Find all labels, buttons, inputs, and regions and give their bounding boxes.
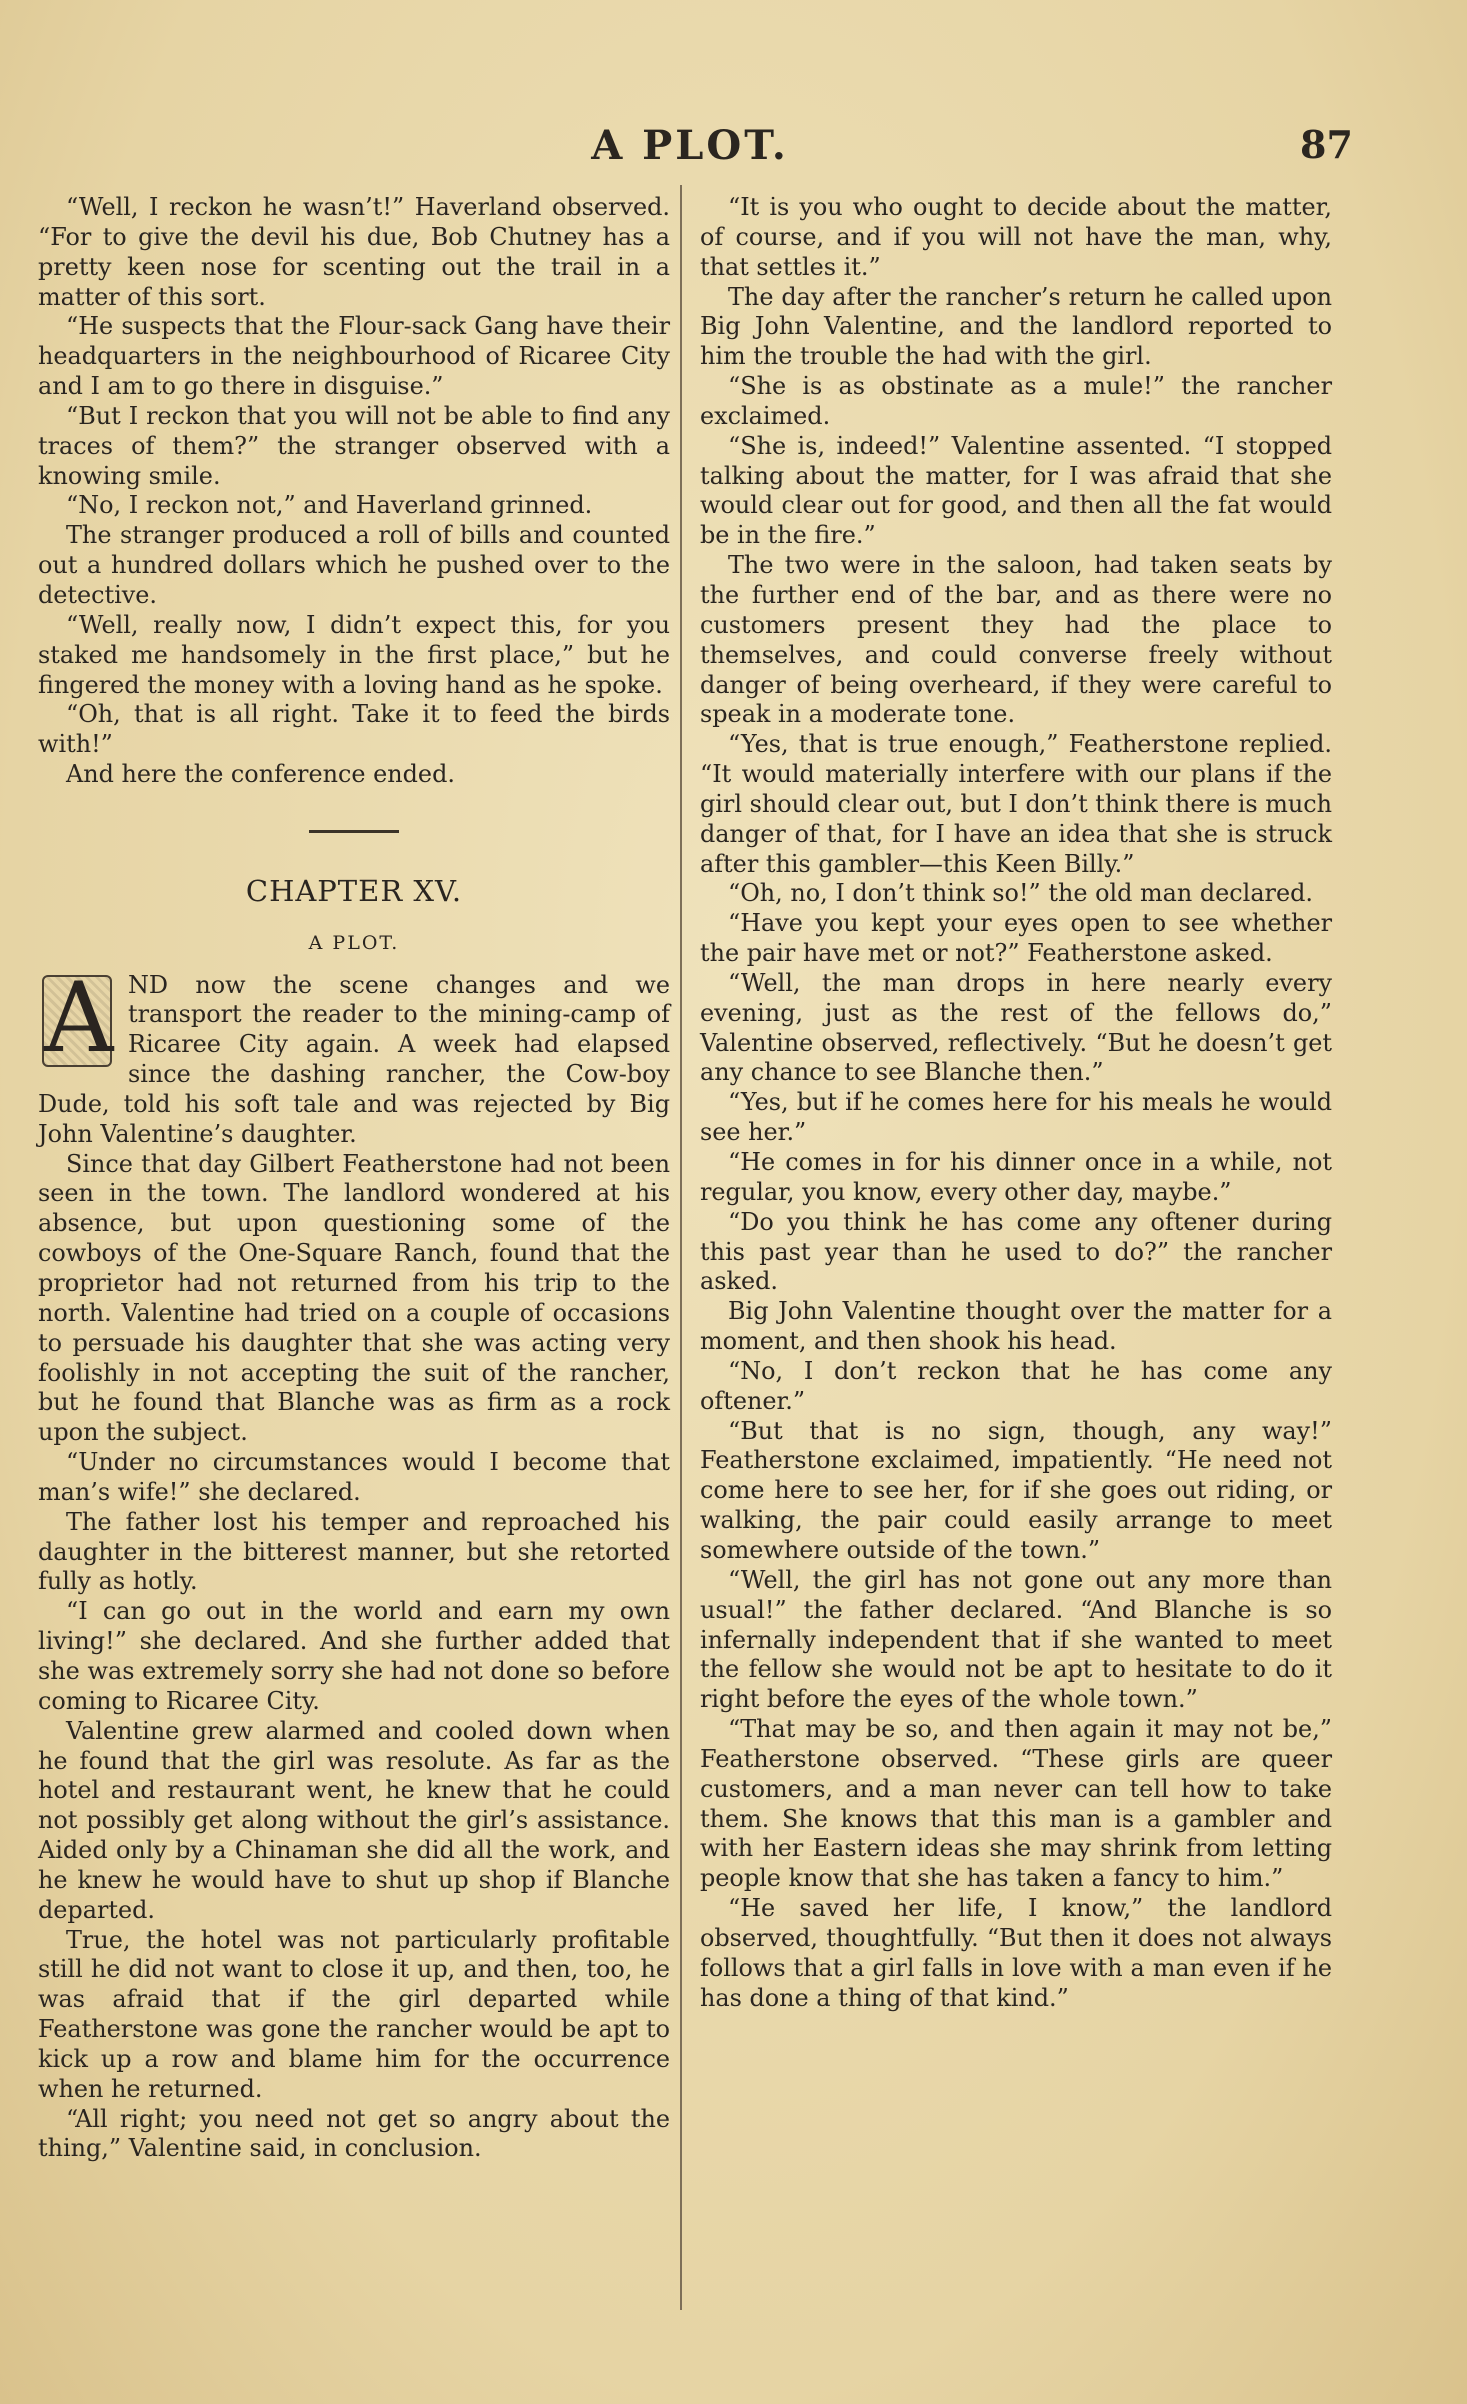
chapter-title: CHAPTER XV. <box>245 873 463 908</box>
paragraph: “She is as obstinate as a mule!” the rancher exclaimed. <box>700 372 1332 430</box>
paragraph: Since that day Gilbert Featherstone had not been seen in the town. The landlord wondered at his absence, but upon questioning some of the cowboys of the One-Square Ranch, found that the proprietor had not returned from his trip to the north. Valentine had tried on a couple of occasions to persuade his daughter that she was acting very foolishly in not accepting the suit of the rancher, but he found that Blanche was as firm as a rock upon the subject. <box>38 1149 670 1447</box>
paragraph: “Yes, but if he comes here for his meals he would see her.” <box>700 1088 1332 1147</box>
paragraph: “Oh, that is all right. Take it to feed the birds with!” <box>38 700 670 759</box>
paragraph: “Well, the girl has not gone out any more than usual!” the father declared. “And Blanche is so infernally independent that if she wanted to meet the fellow she would not be apt to hesitate to do it right before the eyes of the whole town.” <box>700 1565 1332 1714</box>
paragraph: “He comes in for his dinner once in a while, not regular, you know, every other day, maybe.” <box>700 1148 1332 1206</box>
paragraph: “No, I reckon not,” and Haverland grinned. <box>66 491 593 520</box>
paragraph: “But that is no sign, though, any way!” Featherstone exclaimed, impatiently. “He need not come here to see her, for if she goes out riding, or walking, the pair could easily arrange to meet somewhere outside of the town.” <box>700 1416 1332 1564</box>
paragraph: The stranger produced a roll of bills and counted out a hundred dollars which he pushed over to the detective. <box>38 521 670 609</box>
left-paragraphs-before <box>38 193 670 790</box>
decorative-dropcap: A <box>44 961 114 1074</box>
section-divider <box>309 830 399 833</box>
paragraph: “Oh, no, I don’t think so!” the old man declared. <box>728 879 1314 908</box>
paragraph: “Well, the man drops in here nearly every evening, just as the rest of the fellows do,” Valentine observed, reflectively. “But he doesn’t get any chance to see Blanche then.” <box>700 968 1332 1087</box>
paragraph: “That may be so, and then again it may not be,” Featherstone observed. “These girls are queer customers, and a man never can tell how to take them. She knows that this man is a gambler and with her Eastern ideas she may shrink from letting people know that she has taken a fancy to him.” <box>700 1715 1332 1893</box>
left-column <box>38 193 670 2164</box>
paragraph: “I can go out in the world and earn my own living!” she declared. And she further added that she was extremely sorry she had not done so before coming to Ricaree City. <box>38 1597 670 1715</box>
right-paragraphs <box>700 193 1332 2013</box>
paragraph: “He saved her life, I know,” the landlord observed, thoughtfully. “But then it does not always follows that a girl falls in love with a man even if he has done a thing of that kind.” <box>700 1894 1332 2012</box>
right-column <box>700 193 1332 2013</box>
paragraph: “No, I don’t reckon that he has come any oftener.” <box>700 1356 1332 1415</box>
paragraph: True, the hotel was not particularly profitable still he did not want to close it up, and then, too, he was afraid that if the girl departed while Featherstone was gone the rancher would be apt to kick up a row and blame him for the occurrence when he returned. <box>38 1925 670 2103</box>
paragraph: “Well, I reckon he wasn’t!” Haverland observed. “For to give the devil his due, Bob Chutney has a pretty keen nose for scenting out the trail in a matter of this sort. <box>38 193 670 311</box>
running-header: A PLOT. <box>591 122 789 169</box>
paragraph: Big John Valentine thought over the matter for a moment, and then shook his head. <box>700 1297 1332 1356</box>
paragraph: The father lost his temper and reproached his daughter in the bitterest manner, but she retorted fully as hotly. <box>38 1507 670 1596</box>
paragraph: The day after the rancher’s return he called upon Big John Valentine, and the landlord reported to him the trouble the had with the girl. <box>700 282 1332 371</box>
chapter-subtitle: A PLOT. <box>308 931 400 954</box>
paragraph: “Yes, that is true enough,” Featherstone replied. “It would materially interfere with our plans if the girl should clear out, but I don’t think there is much danger of that, for I have an idea that she is struck after this gambler—this Keen Billy.” <box>700 730 1332 878</box>
chapter-opening-paragraph <box>38 961 670 1150</box>
paragraph: “He suspects that the Flour-sack Gang have their headquarters in the neighbourhood of Ricaree City and I am to go there in disguise.” <box>38 312 670 401</box>
paragraph: “All right; you need not get so angry about the thing,” Valentine said, in conclusion. <box>38 2104 670 2163</box>
paragraph: “Under no circumstances would I become that man’s wife!” she declared. <box>38 1448 670 1506</box>
paragraph: “Well, really now, I didn’t expect this, for you staked me handsomely in the first place,” but he fingered the money with a loving hand as he spoke. <box>38 610 670 699</box>
paragraph: Valentine grew alarmed and cooled down when he found that the girl was resolute. As far as the hotel and restaurant went, he knew that he could not possibly get along without the girl’s assistance. Aided only by a Chinaman she did all the work, and he knew he would have to shut up shop if Blanche departed. <box>38 1716 670 1924</box>
column-divider-rule <box>680 185 682 2310</box>
paragraph: “Have you kept your eyes open to see whether the pair have met or not?” Featherstone asked. <box>700 909 1332 968</box>
page-number: 87 <box>1300 122 1353 167</box>
paragraph: “She is, indeed!” Valentine assented. “I stopped talking about the matter, for I was afraid that she would clear out for good, and then all the fat would be in the fire.” <box>700 431 1332 550</box>
paragraph: “It is you who ought to decide about the matter, of course, and if you will not have the man, why, that settles it.” <box>700 193 1332 281</box>
left-paragraphs-after <box>38 1150 670 2165</box>
paragraph: And here the conference ended. <box>66 760 455 789</box>
paragraph: “But I reckon that you will not be able to find any traces of them?” the stranger observed with a knowing smile. <box>38 401 670 490</box>
paragraph: “Do you think he has come any oftener during this past year than he used to do?” the rancher asked. <box>700 1207 1332 1296</box>
paragraph: The two were in the saloon, had taken seats by the further end of the bar, and as there were no customers present they had the place to themselves, and could converse freely without danger of being overheard, if they were careful to speak in a moderate tone. <box>700 551 1332 729</box>
opening-text: ND now the scene changes and we transport the reader to the mining-camp of Ricaree City again. A week had elapsed since the dashing rancher, the Cow-boy Dude, told his soft tale and was rejected by Big John Valentine’s daughter. <box>38 970 670 1148</box>
